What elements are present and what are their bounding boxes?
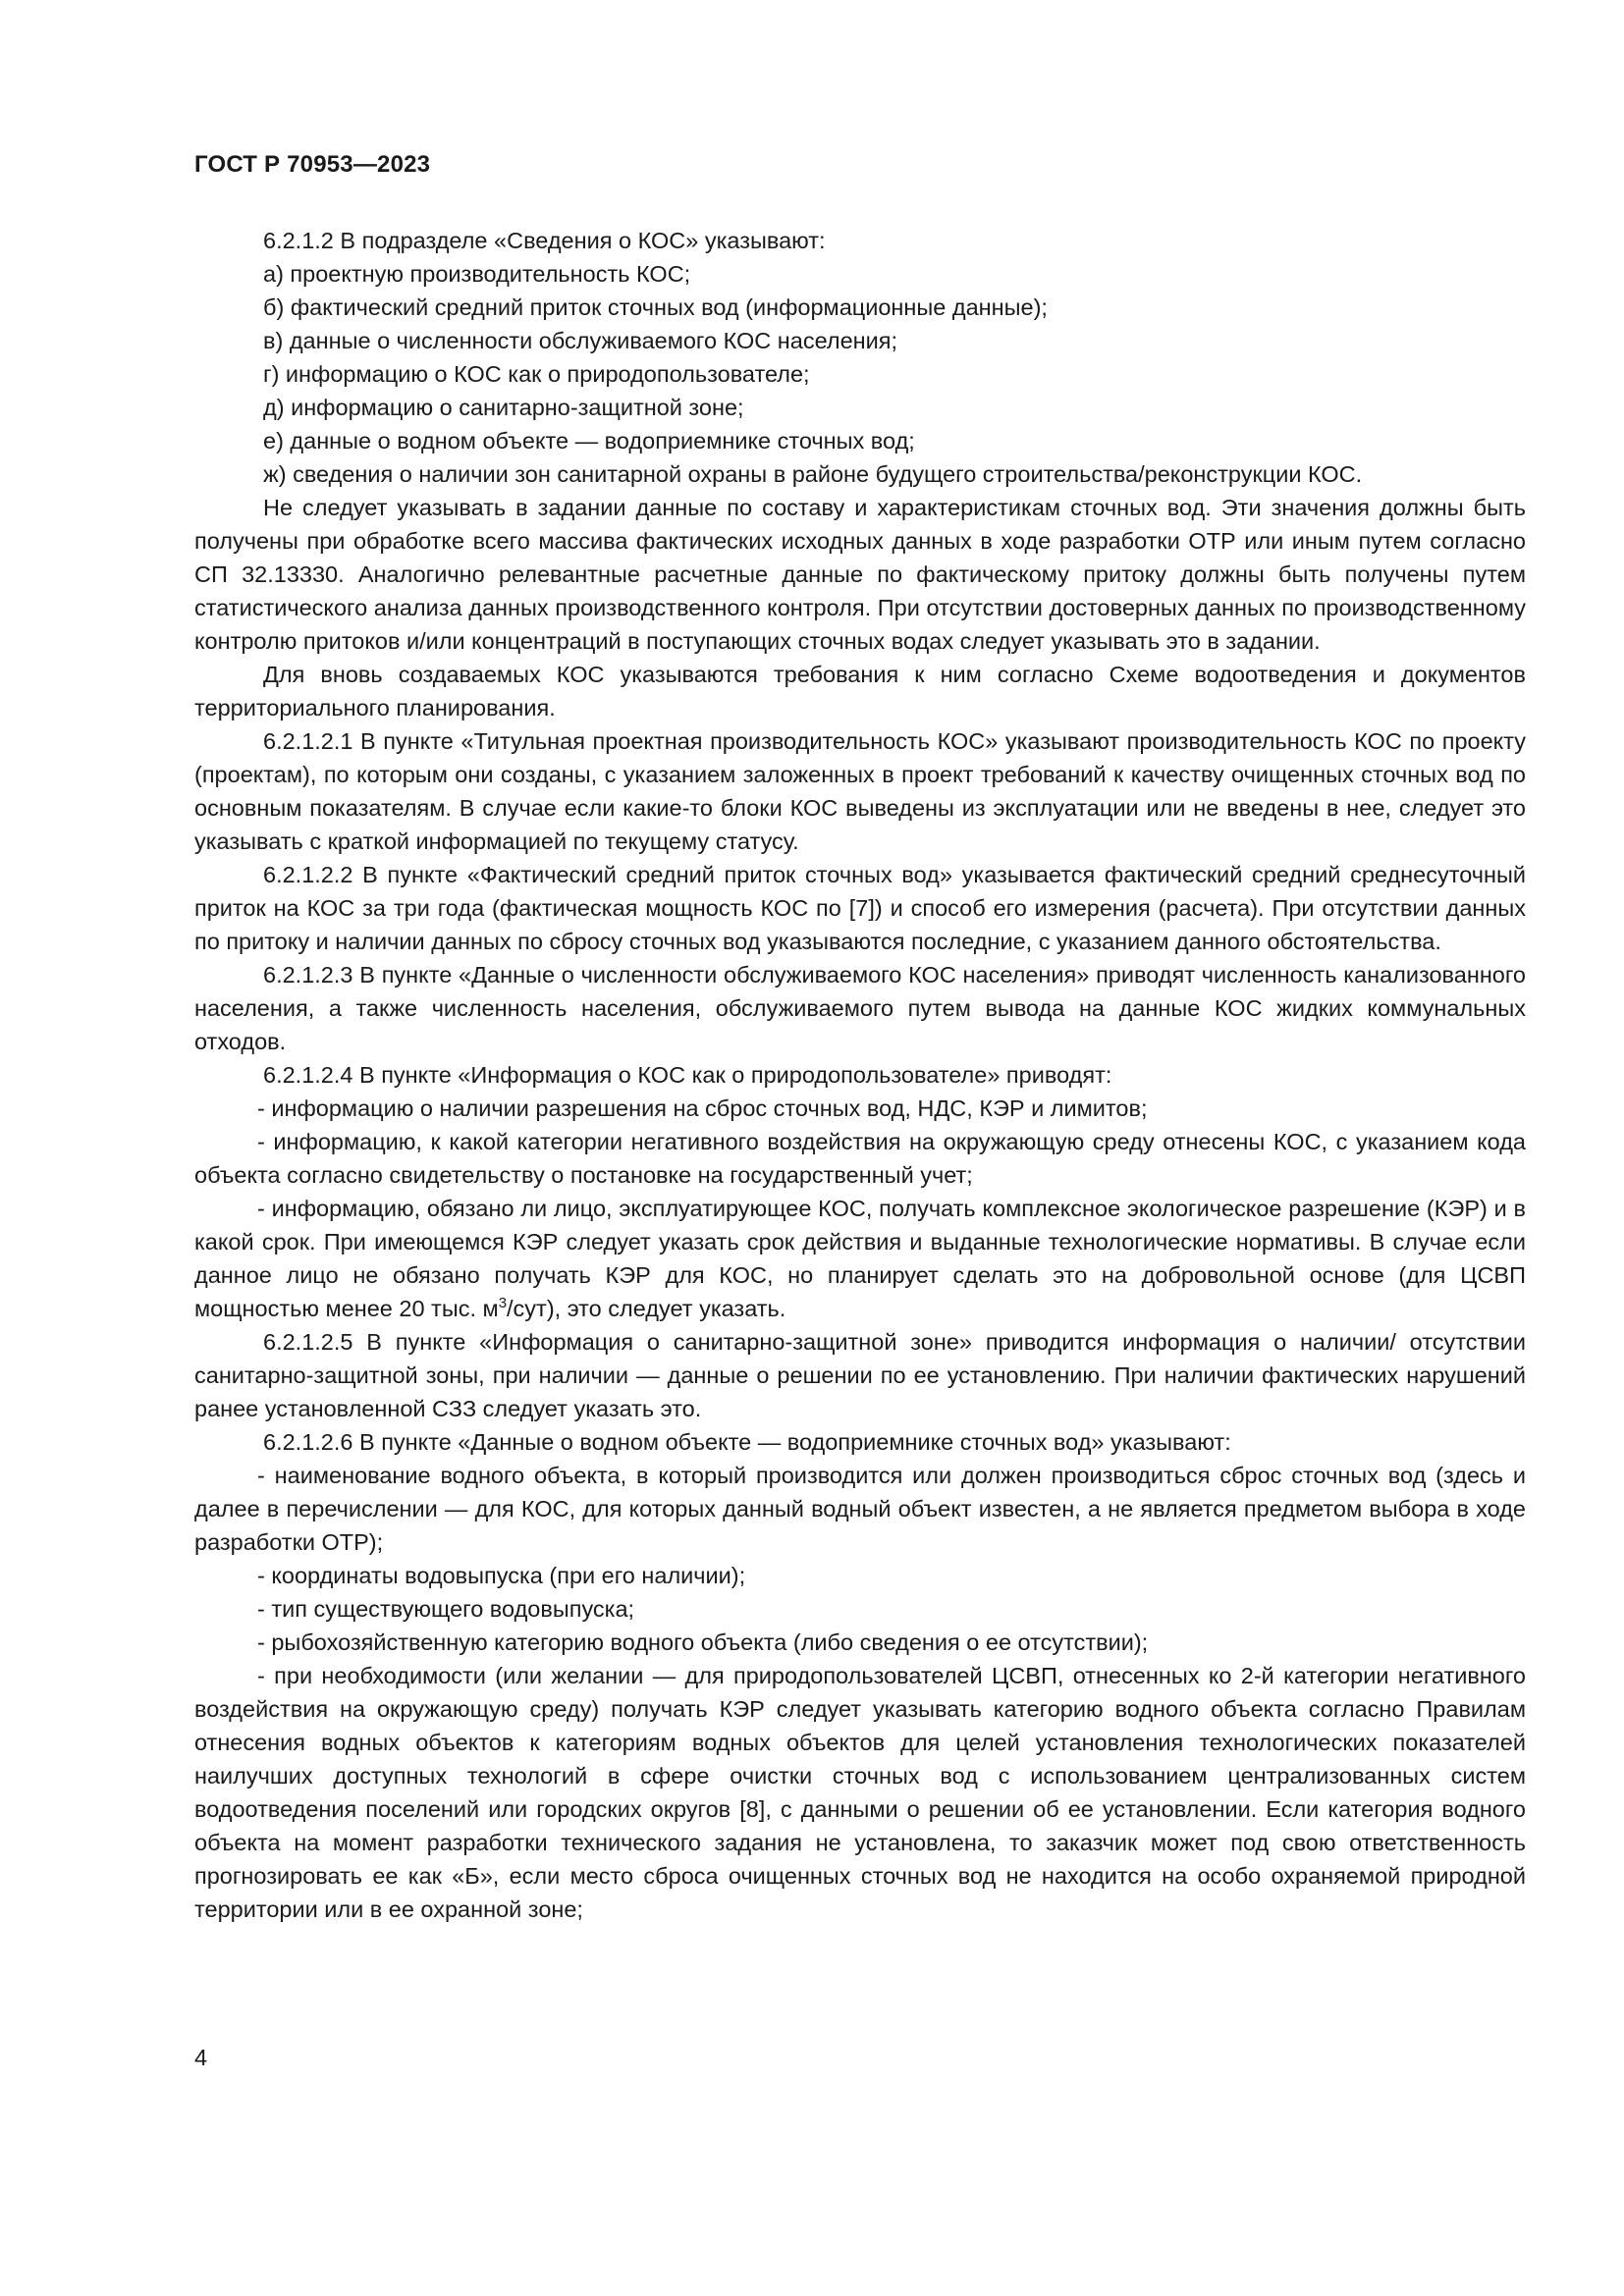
page-number: 4: [194, 2045, 208, 2070]
list-item: - информацию о наличии разрешения на сброс сточных вод, НДС, КЭР и лимитов;: [257, 1095, 1148, 1121]
list-item: - информацию, к какой категории негативного воздействия на окружающую среду отнесены КОС, с указанием кода объекта согласно свидетельству о постановке на государственный учет;: [194, 1129, 1526, 1188]
list-item: - при необходимости (или желании — для природопользователей ЦСВП, отнесенных ко 2-й категории негативного воздействия на окружающую среду) получать КЭР следует указывать категорию водного объекта согласно Правилам отнесения водных объектов к категориям водных объектов для целей установления технологических показателей наилучших доступных технологий в сфере очистки сточных вод с использованием централизованных систем водоотведения поселений или городских округов [8], с данными о решении об ее установлении. Если категория водного объекта на момент разработки технического задания не установлена, то заказчик может под свою ответственность прогнозировать ее как «Б», если место сброса очищенных сточных вод не находится на особо охраняемой природной территории или в ее охранной зоне;: [194, 1663, 1526, 1922]
list-item: б) фактический средний приток сточных вод (информационные данные);: [263, 294, 1048, 320]
list-item: е) данные о водном объекте — водоприемнике сточных вод;: [263, 428, 915, 454]
document-header: ГОСТ Р 70953—2023: [194, 151, 431, 178]
paragraph: 6.2.1.2.5 В пункте «Информация о санитарно-защитной зоне» приводится информация о наличии/ отсутствии санитарно-защитной зоны, при наличии — данные о решении по ее установлению. При наличии фактических нарушений ранее установленной СЗЗ следует указать это.: [194, 1329, 1526, 1421]
list-item: - рыбохозяйственную категорию водного объекта (либо сведения о ее отсутствии);: [257, 1629, 1149, 1655]
list-item: - наименование водного объекта, в который производится или должен производиться сброс сточных вод (здесь и далее в перечислении — для КОС, для которых данный водный объект известен, а не является предметом выбора в ходе разработки ОТР);: [194, 1463, 1526, 1555]
document-body: [194, 224, 1526, 1926]
list-item-tail: /сут), это следует указать.: [507, 1296, 786, 1321]
list-item: - координаты водовыпуска (при его наличии);: [257, 1563, 746, 1588]
paragraph: Для вновь создаваемых КОС указываются требования к ним согласно Схеме водоотведения и документов территориального планирования.: [194, 662, 1526, 721]
list-item: г) информацию о КОС как о природопользователе;: [263, 361, 810, 387]
paragraph: 6.2.1.2 В подразделе «Сведения о КОС» указывают:: [263, 228, 826, 253]
list-item: а) проектную производительность КОС;: [263, 261, 691, 287]
list-item: [194, 1192, 1526, 1325]
paragraph: 6.2.1.2.4 В пункте «Информация о КОС как о природопользователе» приводят:: [263, 1062, 1112, 1088]
list-item: д) информацию о санитарно-защитной зоне;: [263, 395, 744, 420]
paragraph: 6.2.1.2.6 В пункте «Данные о водном объекте — водоприемнике сточных вод» указывают:: [263, 1429, 1231, 1455]
paragraph: 6.2.1.2.3 В пункте «Данные о численности обслуживаемого КОС населения» приводят численность канализованного населения, а также численность населения, обслуживаемого путем вывода на данные КОС жидких коммунальных отходов.: [194, 962, 1526, 1054]
paragraph: Не следует указывать в задании данные по составу и характеристикам сточных вод. Эти значения должны быть получены при обработке всего массива фактических исходных данных в ходе разработки ОТР или иным путем согласно СП 32.13330. Аналогично релевантные расчетные данные по фактическому притоку должны быть получены путем статистического анализа данных производственного контроля. При отсутствии достоверных данных по производственному контролю притоков и/или концентраций в поступающих сточных водах следует указывать это в задании.: [194, 495, 1526, 654]
superscript: 3: [498, 1295, 508, 1312]
list-item: ж) сведения о наличии зон санитарной охраны в районе будущего строительства/реконструкции КОС.: [263, 461, 1363, 487]
paragraph: 6.2.1.2.2 В пункте «Фактический средний приток сточных вод» указывается фактический средний среднесуточный приток на КОС за три года (фактическая мощность КОС по [7]) и способ его измерения (расчета). При отсутствии данных по притоку и наличии данных по сбросу сточных вод указываются последние, с указанием данного обстоятельства.: [194, 862, 1526, 954]
paragraph: 6.2.1.2.1 В пункте «Титульная проектная производительность КОС» указывают производительность КОС по проекту (проектам), по которым они созданы, с указанием заложенных в проект требований к качеству очищенных сточных вод по основным показателям. В случае если какие-то блоки КОС выведены из эксплуатации или не введены в нее, следует это указывать с краткой информацией по текущему статусу.: [194, 728, 1526, 854]
list-item-text: - информацию, обязано ли лицо, эксплуатирующее КОС, получать комплексное экологическое разрешение (КЭР) и в какой срок. При имеющемся КЭР следует указать срок действия и выданные технологические нормативы. В случае если данное лицо не обязано получать КЭР для КОС, но планирует сделать это на добровольной основе (для ЦСВП мощностью менее 20 тыс. м: [194, 1196, 1526, 1321]
list-item: в) данные о численности обслуживаемого КОС населения;: [263, 328, 898, 353]
list-item: - тип существующего водовыпуска;: [257, 1596, 635, 1622]
